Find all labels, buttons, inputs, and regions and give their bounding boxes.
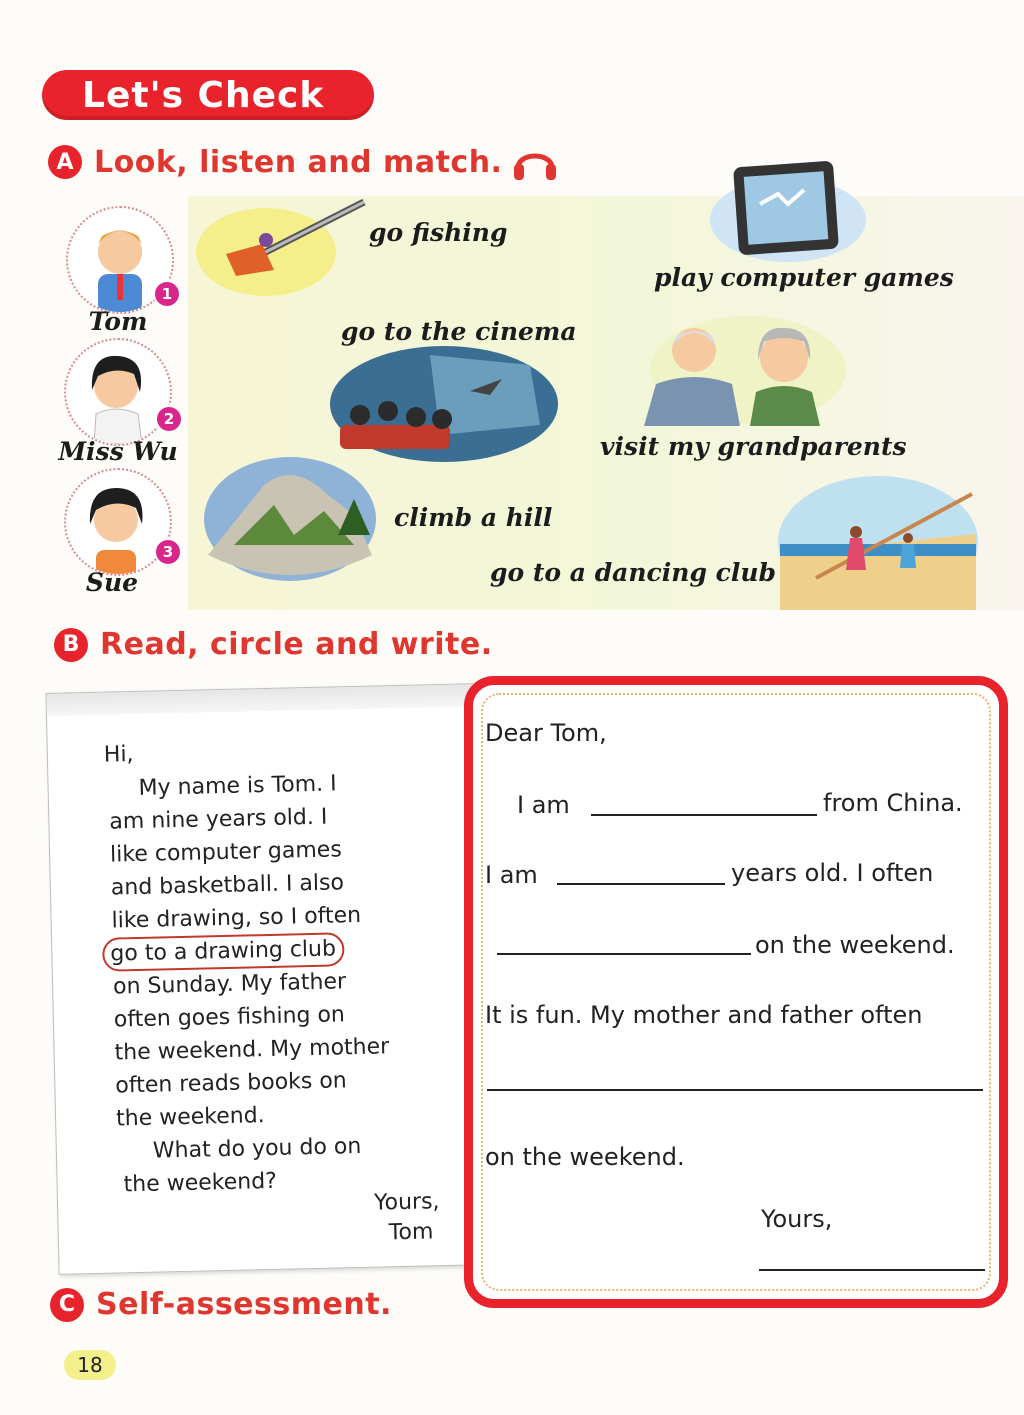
letter-line: like drawing, so I often (111, 902, 362, 934)
circled-phrase: go to a drawing club (102, 932, 344, 971)
blank-line5[interactable] (487, 1089, 983, 1091)
letter-line: My name is Tom. I (138, 771, 337, 801)
section-b-badge: B (54, 628, 88, 662)
reply-greeting: Dear Tom, (485, 719, 607, 747)
letter-line: the weekend. (115, 1103, 265, 1132)
blank-line1[interactable] (591, 814, 817, 816)
letter-line: often goes fishing on (113, 1002, 346, 1033)
label-go-fishing: go fishing (369, 218, 508, 247)
label-play-computer-games: play computer games (654, 263, 954, 292)
letter-greeting: Hi, (103, 742, 134, 768)
kid-name-sue: Sue (85, 568, 139, 597)
kid-name-miss-wu: Miss Wu (58, 437, 178, 466)
section-b-heading (54, 627, 493, 662)
letter-closing: Yours, (373, 1189, 440, 1216)
letter-line: on Sunday. My father (112, 969, 347, 1000)
page-title: Let's Check (42, 70, 374, 120)
label-visit-my-grandparents: visit my grandparents (600, 432, 907, 461)
reply-line2-end: years old. I often (731, 859, 934, 887)
number-badge-3: 3 (154, 538, 182, 566)
number-badge-1: 1 (153, 280, 181, 308)
section-c-heading (50, 1287, 392, 1322)
dancing-club-picture (776, 474, 980, 610)
reply-line6: on the weekend. (485, 1143, 685, 1171)
reply-line4: It is fun. My mother and father often (485, 1001, 923, 1029)
section-c-badge: C (50, 1288, 84, 1322)
blank-line2[interactable] (557, 883, 725, 885)
letter-line: the weekend? (123, 1168, 278, 1198)
reply-line1-start: I am (517, 791, 570, 819)
reply-line3-end: on the weekend. (755, 931, 955, 959)
blank-signature[interactable] (759, 1269, 985, 1271)
section-a-heading (48, 142, 558, 182)
reply-line1-end: from China. (823, 789, 963, 817)
computer-games-picture (708, 160, 868, 264)
section-a-badge: A (48, 145, 82, 179)
letter-line: the weekend. My mother (114, 1034, 390, 1066)
label-go-to-a-dancing-club: go to a dancing club (490, 558, 776, 587)
section-b-title: Read, circle and write. (100, 627, 493, 662)
reply-border (481, 693, 991, 1291)
kid-name-tom: Tom (88, 307, 148, 336)
reply-closing: Yours, (761, 1205, 833, 1233)
label-go-to-the-cinema: go to the cinema (341, 317, 577, 346)
blank-line3[interactable] (497, 953, 751, 955)
grandparents-picture (622, 310, 852, 428)
section-a-title: Look, listen and match. (94, 144, 503, 180)
letter-line: am nine years old. I (109, 804, 328, 835)
fishing-picture (196, 196, 372, 298)
letter-line: What do you do on (152, 1133, 362, 1164)
page-number: 18 (64, 1350, 116, 1380)
section-c-title: Self-assessment. (96, 1287, 392, 1322)
number-badge-2: 2 (155, 405, 183, 433)
miss-wu-avatar (64, 338, 172, 446)
letter-signature: Tom (388, 1219, 434, 1246)
letter-line: often reads books on (115, 1068, 348, 1099)
headphones-icon (512, 142, 558, 182)
reply-line2-start: I am (485, 861, 538, 889)
climb-hill-picture (204, 455, 380, 583)
letter-line: like computer games (109, 837, 343, 868)
cinema-picture (330, 345, 558, 463)
label-climb-a-hill: climb a hill (394, 503, 553, 532)
letter-line: and basketball. I also (110, 870, 345, 901)
tom-letter (45, 683, 492, 1275)
reply-card (464, 676, 1008, 1308)
